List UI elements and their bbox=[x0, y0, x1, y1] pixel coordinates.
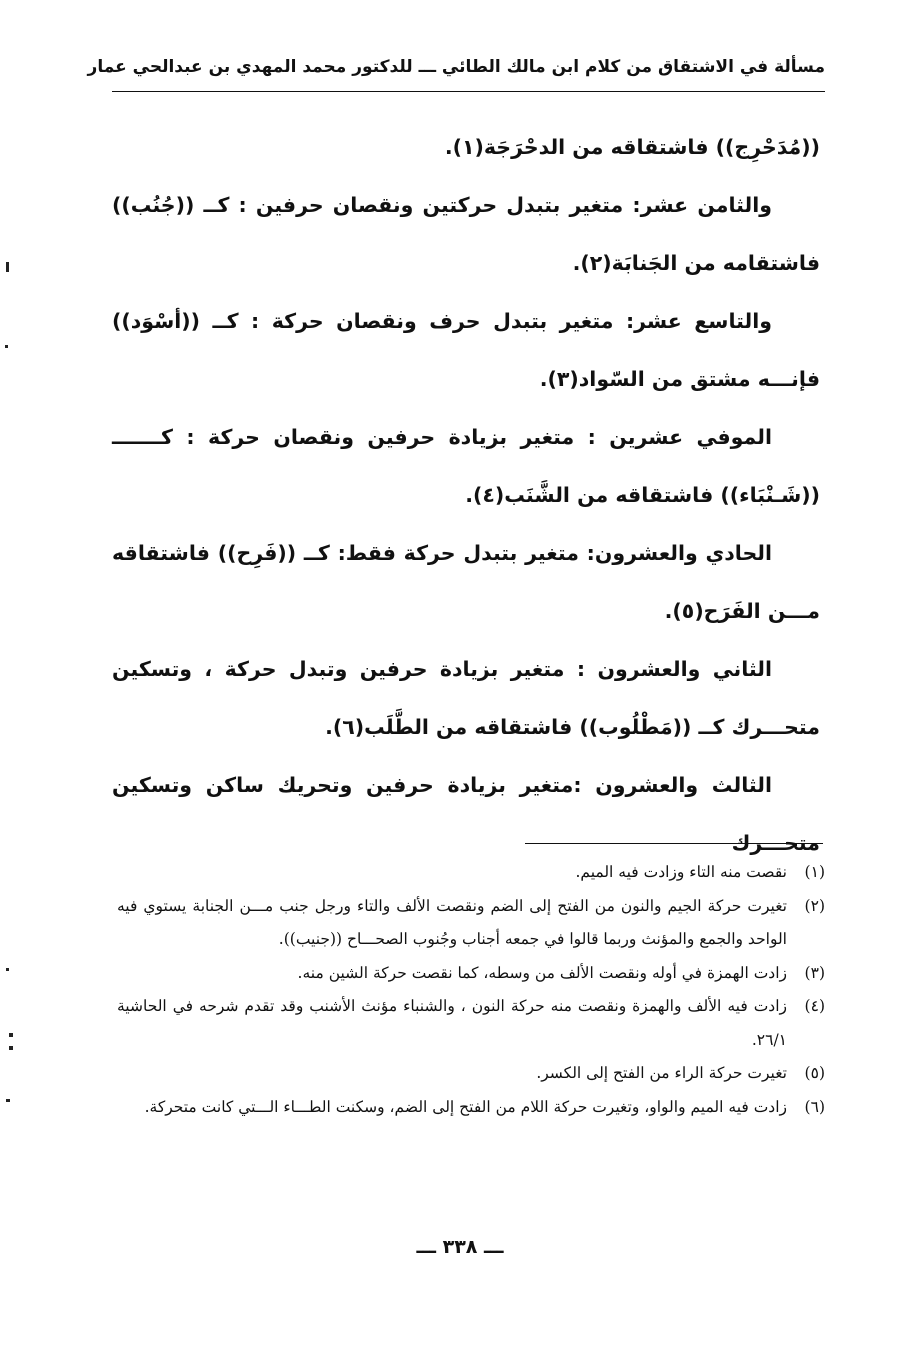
footnote-divider bbox=[525, 843, 823, 844]
paragraph-3: والتاسع عشر: متغير بتبدل حرف ونقصان حركة : كــ ((أسْوَد)) فإنـــه مشتق من السّواد(٣). bbox=[112, 309, 820, 391]
scan-speck bbox=[9, 1033, 13, 1037]
scan-speck bbox=[6, 968, 9, 971]
paragraph-1: ((مُدَحْرِج)) فاشتقاقه من الدحْرَجَة(١). bbox=[444, 135, 820, 159]
footnote-2 bbox=[117, 890, 825, 957]
footnote-number: (٦) bbox=[804, 1097, 825, 1116]
footnote-number: (٢) bbox=[804, 896, 825, 915]
footnote-text: زادت فيه الألف والهمزة ونقصت منه حركة النون ، والشنباء مؤنث الأشنب وقد تقدم شرحه في الحاشية ٢٦/١. bbox=[117, 997, 787, 1049]
footnote-4 bbox=[117, 990, 825, 1057]
paragraph-4: الموفي عشرين : متغير بزيادة حرفين ونقصان حركة : كـــــــ ((شَـنْبَاء)) فاشتقاقه من الشَّنَب(٤). bbox=[112, 425, 820, 507]
footnote-number: (٣) bbox=[804, 963, 825, 982]
footnote-3 bbox=[117, 957, 825, 991]
page-number: ـــ ٣٣٨ ـــ bbox=[416, 1236, 504, 1258]
footnotes bbox=[117, 856, 825, 1124]
footnote-number: (٤) bbox=[804, 997, 825, 1015]
scan-speck bbox=[5, 345, 8, 348]
header-divider bbox=[112, 91, 825, 92]
footnote-5 bbox=[117, 1057, 825, 1091]
paragraph-6: الثاني والعشرون : متغير بزيادة حرفين وتبدل حركة ، وتسكين متحـــرك كــ ((مَطْلُوب)) فاشتقاقه من الطَّلَب(٦). bbox=[112, 657, 820, 739]
footnote-number: (١) bbox=[804, 863, 825, 881]
footnote-text: تغيرت حركة الراء من الفتح إلى الكسر. bbox=[536, 1064, 787, 1082]
footnote-text: نقصت منه التاء وزادت فيه الميم. bbox=[575, 863, 787, 881]
paragraph-5: الحادي والعشرون: متغير بتبدل حركة فقط: كــ ((فَرِح)) فاشتقاقه مـــن الفَرَح(٥). bbox=[112, 541, 820, 623]
footnote-text: زادت فيه الميم والواو، وتغيرت حركة اللام من الفتح إلى الضم، وسكنت الطـــاء الـــتي كانت متحركة. bbox=[144, 1097, 787, 1116]
footnote-1 bbox=[117, 856, 825, 890]
scan-speck bbox=[6, 262, 9, 272]
paragraph-2: والثامن عشر: متغير بتبدل حركتين ونقصان حرفين : كــ ((جُنُب)) فاشتقامه من الجَنابَة(٢). bbox=[112, 193, 820, 275]
footnote-number: (٥) bbox=[804, 1064, 825, 1082]
main-text bbox=[112, 118, 820, 872]
running-header: مسألة في الاشتقاق من كلام ابن مالك الطائي ـــ للدكتور محمد المهدي بن عبدالحي عمار bbox=[87, 57, 825, 77]
footnote-text: زادت الهمزة في أوله ونقصت الألف من وسطه، كما نقصت حركة الشين منه. bbox=[297, 963, 787, 982]
scan-speck bbox=[9, 1046, 13, 1050]
footnote-6 bbox=[117, 1091, 825, 1125]
paragraph-7: الثالث والعشرون :متغير بزيادة حرفين وتحريك ساكن وتسكين متحـــرك bbox=[112, 773, 820, 855]
scan-speck bbox=[6, 1099, 10, 1102]
footnote-text: تغيرت حركة الجيم والنون من الفتح إلى الضم ونقصت الألف والتاء ورجل جنب مـــن الجنابة يستوي فيه الواحد والجمع والمؤنث وربما قالوا في جمعه أجناب وجُنوب الصحـــاح ((جنيب)). bbox=[117, 896, 787, 948]
